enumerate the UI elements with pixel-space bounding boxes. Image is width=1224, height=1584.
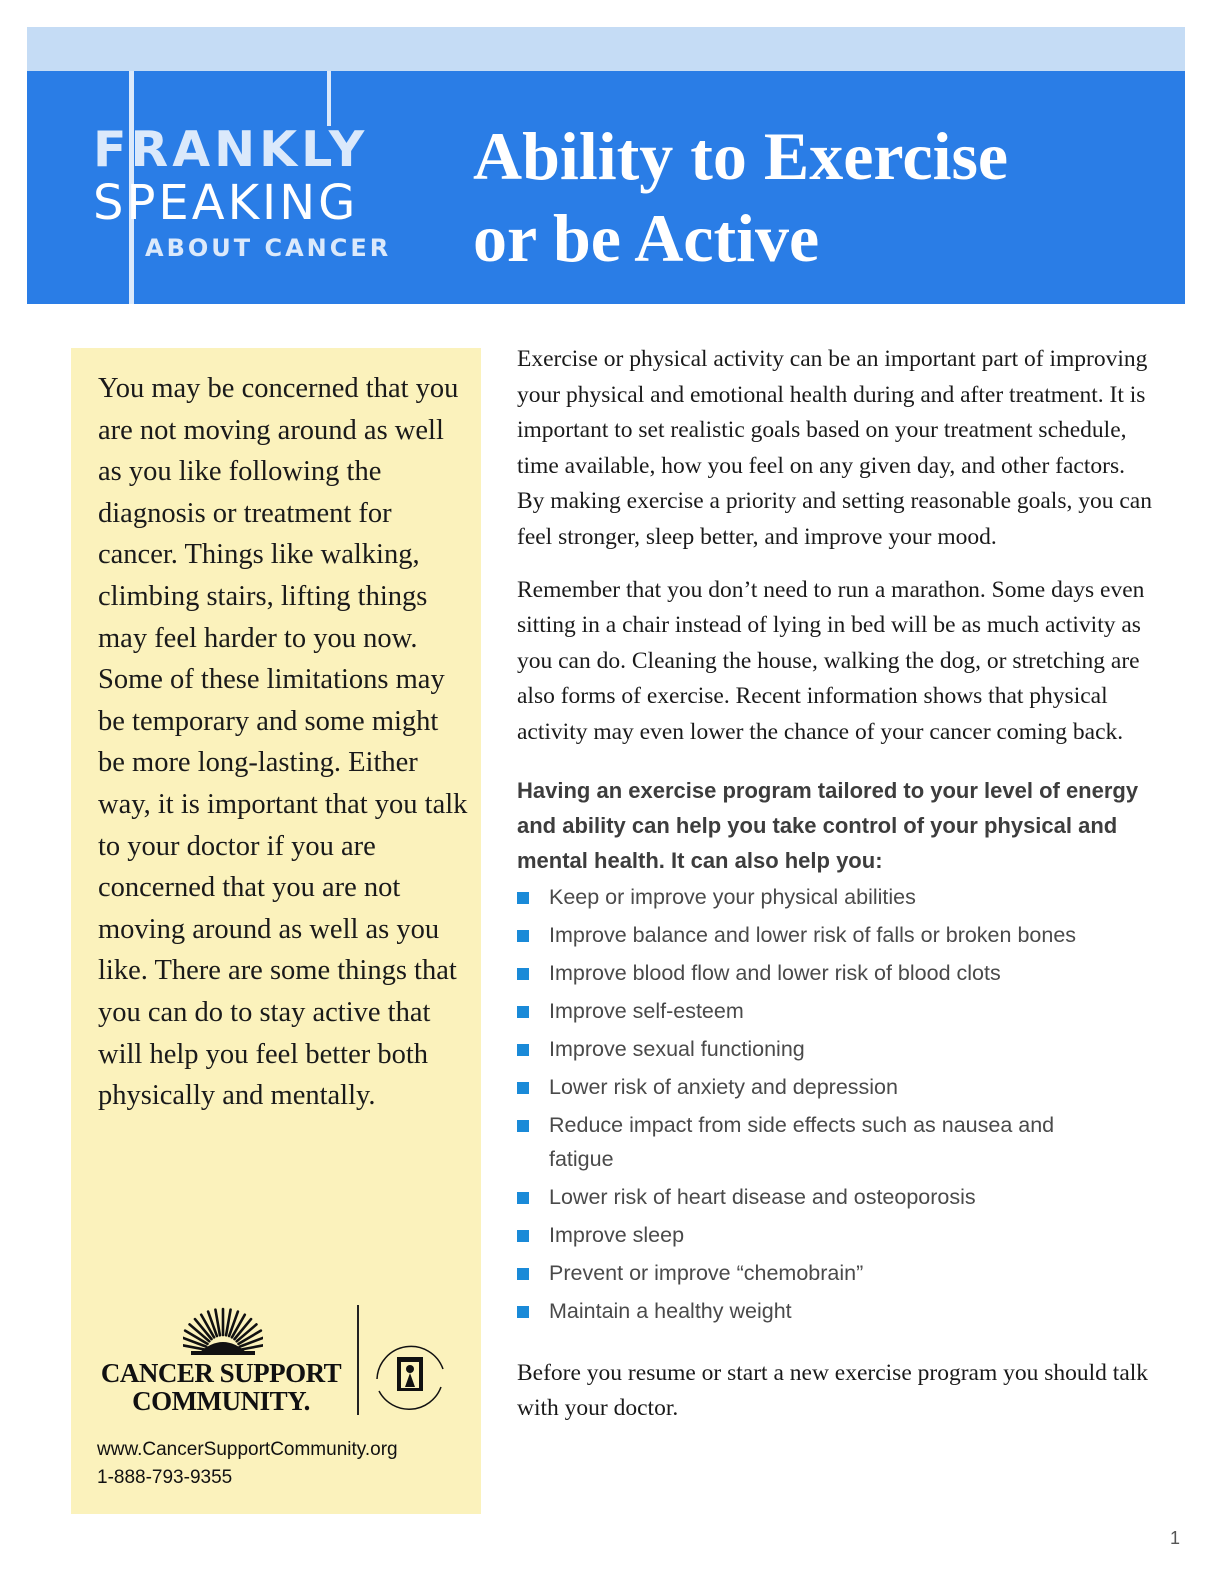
- list-item: Keep or improve your physical abilities: [517, 880, 1157, 914]
- marathon-paragraph: Remember that you don’t need to run a marathon. Some days even sitting in a chair instead of lying in bed will be as much activity as you can do. Cleaning the house, walking the dog, or stretching are also forms of exercise. Recent information shows that physical activity may even lower the chance of your cancer coming back.: [517, 576, 1145, 745]
- title-line-2: or be Active: [473, 200, 820, 276]
- bullet-square-icon: [517, 1044, 529, 1056]
- page-number: 1: [1170, 1528, 1181, 1548]
- bullet-square-icon: [517, 1230, 529, 1242]
- list-item: Lower risk of anxiety and depression: [517, 1070, 1157, 1104]
- top-color-band: [27, 27, 1185, 72]
- bullet-square-icon: [517, 1120, 529, 1132]
- bullet-square-icon: [517, 1192, 529, 1204]
- logo-about-cancer-text: ABOUT CANCER: [145, 234, 392, 262]
- sunburst-icon: [183, 1303, 263, 1355]
- title-line-1: Ability to Exercise: [473, 118, 1009, 194]
- list-item: Prevent or improve “chemobrain”: [517, 1256, 1157, 1290]
- org-name: [96, 1359, 346, 1415]
- benefits-list: [517, 880, 1157, 1328]
- org-name-line-2: COMMUNITY.: [132, 1386, 310, 1416]
- gildas-club-seal-icon: [365, 1329, 455, 1419]
- bullet-square-icon: [517, 892, 529, 904]
- phone-number: 1-888-793-9355: [97, 1467, 233, 1488]
- bullet-square-icon: [517, 930, 529, 942]
- list-item: Maintain a healthy weight: [517, 1294, 1157, 1328]
- list-item: Improve blood flow and lower risk of blood clots: [517, 956, 1157, 990]
- logo-top-line: [327, 71, 331, 126]
- website-link[interactable]: www.CancerSupportCommunity.org: [97, 1439, 398, 1460]
- list-item: Lower risk of heart disease and osteoporosis: [517, 1180, 1157, 1214]
- frankly-speaking-logo: [27, 71, 467, 304]
- logo-speaking-text: SPEAKING: [93, 175, 359, 231]
- list-item: Reduce impact from side effects such as nausea and fatigue: [517, 1108, 1057, 1176]
- intro-paragraph: Exercise or physical activity can be an important part of improving your physical and emotional health during and after treatment. It is important to set realistic goals based on your treatment schedule, time available, how you feel on any given day, and other factors. By making exercise a priority and setting reasonable goals, you can feel stronger, sleep better, and improve your mood.: [517, 346, 1152, 550]
- page-title: [473, 115, 1173, 279]
- logo-frankly-text: FRANKLY: [93, 121, 369, 178]
- list-item: Improve self-esteem: [517, 994, 1157, 1028]
- bullet-square-icon: [517, 968, 529, 980]
- contact-info: [97, 1436, 398, 1492]
- main-content: [517, 342, 1157, 1427]
- closing-paragraph: Before you resume or start a new exercise program you should talk with your doctor.: [517, 1359, 1149, 1422]
- bullet-square-icon: [517, 1082, 529, 1094]
- bullet-square-icon: [517, 1306, 529, 1318]
- logo-divider: [357, 1305, 359, 1415]
- sidebar-intro-text: You may be concerned that you are not moving around as well as you like following the diagnosis or treatment for cancer. Things like walking, climbing stairs, lifting things may feel harder to you now. Some of these limitations may be temporary and some might be more long-lasting. Either way, it is important that you talk to your doctor if you are concerned that you are not moving around as well as you like. There are some things that you can do to stay active that will help you feel better both physically and mentally.: [98, 373, 468, 1112]
- sidebar-callout: [71, 348, 481, 1514]
- cancer-support-community-logo: [93, 1303, 463, 1423]
- org-name-line-1: CANCER SUPPORT: [100, 1358, 342, 1388]
- benefits-lead-in: Having an exercise program tailored to your level of energy and ability can help you take control of your physical and mental health. It can also help you:: [517, 777, 1139, 873]
- bullet-square-icon: [517, 1006, 529, 1018]
- bullet-square-icon: [517, 1268, 529, 1280]
- list-item: Improve sexual functioning: [517, 1032, 1157, 1066]
- page-header: [27, 71, 1185, 304]
- list-item: Improve sleep: [517, 1218, 1157, 1252]
- list-item: Improve balance and lower risk of falls or broken bones: [517, 918, 1157, 952]
